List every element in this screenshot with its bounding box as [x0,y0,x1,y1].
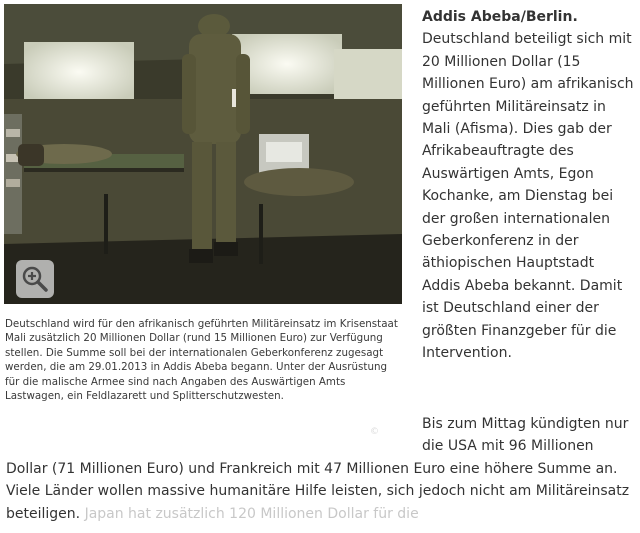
article-photo[interactable] [4,4,402,304]
article-paragraph-2-start: Bis zum Mittag kündigten nur die USA mit 96 Millionen [422,416,629,455]
field-hospital-photo [4,4,402,304]
dateline: Addis Abeba/Berlin. [422,9,578,25]
paragraph-2-text: Dollar (71 Millionen Euro) und Frankreich mit 47 Millionen Euro eine höhere Summe an. Viele Länder wollen massive humanitäre Hilfe leisten, sich jedoch nicht am Militäreinsatz beteiligen. [6,461,630,522]
paragraph-1-text: Deutschland beteiligt sich mit 20 Millionen Dollar (15 Millionen Euro) am afrikanisch geführten Militäreinsatz in Mali (Afisma). Dies gab der Afrikabeauftragte des Auswärtigen Amts, Egon Kochanke, am Dienstag bei der großen internationalen Geberkonferenz in der äthiopischen Hauptstadt Addis Abeba bekannt. Damit ist Deutschland einer der größten Finanzgeber für die Intervention. [422,31,634,362]
zoom-button[interactable] [16,260,54,298]
article-paragraph-1 [422,6,636,365]
faded-text: Japan hat zusätzlich 120 Millionen Dollar für die [84,505,419,522]
photo-caption: Deutschland wird für den afrikanisch geführten Militäreinsatz im Krisenstaat Mali zusätzlich 20 Millionen Dollar (rund 15 Millionen Euro) zur Verfügung stellen. Die Summe soll bei der internationalen Geberkonferenz zugesagt werden, die am 29.01.2013 in Addis Abeba begann. Unter der Ausrüstung für die malische Armee sind nach Angaben des Auswärtigen Amts Lastwagen, ein Feldlazarett und Splitterschutzwesten. [5,318,398,403]
watermark: © [370,427,379,437]
zoom-in-icon [21,265,49,293]
article-paragraph-2-continued [6,458,636,525]
